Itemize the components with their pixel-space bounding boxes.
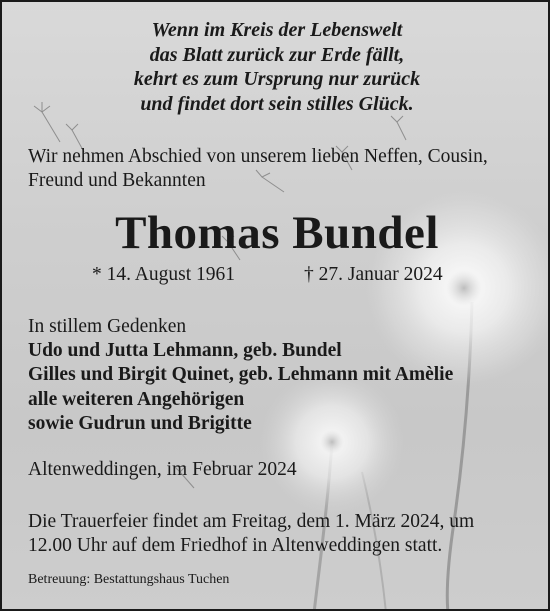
farewell-intro xyxy=(28,145,538,193)
poem-line: das Blatt zurück zur Erde fällt, xyxy=(149,43,405,66)
poem-line: Wenn im Kreis der Lebenswelt xyxy=(151,19,403,41)
poem-line: und findet dort sein stilles Glück. xyxy=(140,92,414,115)
funeral-home-credit: Betreuung: Bestattungshaus Tuchen xyxy=(28,572,230,587)
service-line: 12.00 Uhr auf dem Friedhof in Altenweddingen statt. xyxy=(28,535,443,556)
mourners-block xyxy=(28,315,538,436)
place-and-date: Altenweddingen, im Februar 2024 xyxy=(28,459,297,480)
death-date: † 27. Januar 2024 xyxy=(304,264,443,285)
mourner-name: Udo und Jutta Lehmann, geb. Bundel xyxy=(28,340,342,362)
obituary-content xyxy=(2,2,550,611)
mourner-name: sowie Gudrun und Brigitte xyxy=(28,412,252,434)
poem-line: kehrt es zum Ursprung nur zurück xyxy=(133,68,421,90)
mourner-name: alle weiteren Angehörigen xyxy=(28,388,245,410)
funeral-service-info xyxy=(28,510,538,558)
poem xyxy=(2,18,550,116)
mourners-heading: In stillem Gedenken xyxy=(28,316,187,337)
intro-line: Freund und Bekannten xyxy=(28,170,206,191)
mourner-name: Gilles und Birgit Quinet, geb. Lehmann mit Amèlie xyxy=(28,364,454,386)
service-line: Die Trauerfeier findet am Freitag, dem 1. März 2024, um xyxy=(28,511,475,532)
deceased-name: Thomas Bundel xyxy=(115,207,439,259)
birth-date: * 14. August 1961 xyxy=(92,264,236,285)
intro-line: Wir nehmen Abschied von unserem lieben Neffen, Cousin, xyxy=(28,146,488,167)
